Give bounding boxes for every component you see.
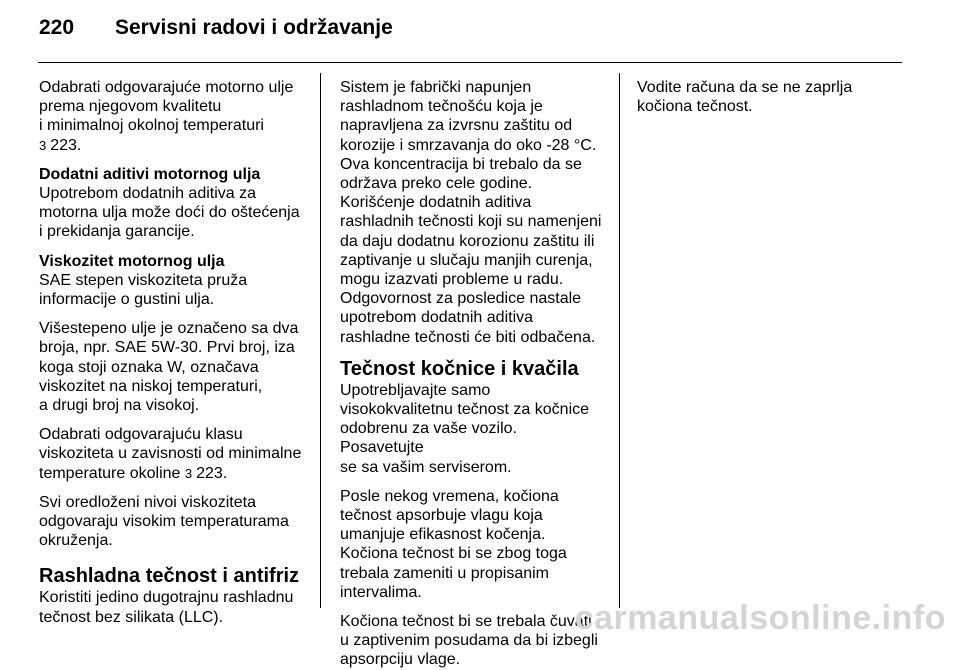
- section-heading-coolant: Rashladna tečnost i antifriz: [39, 565, 300, 588]
- page-number: 220: [39, 16, 75, 39]
- column-divider-1: [320, 73, 321, 608]
- paragraph-brake-fluid-quality: Upotrebljavajte samo visokokvalitetnu tečnost za kočnice odobrenu za vaše vozilo. Posavetujte se sa vašim serviserom.: [340, 381, 590, 476]
- section-heading-brake-fluid: Tečnost kočnice i kvačila: [340, 357, 579, 380]
- page-title: Servisni radovi i održavanje: [115, 16, 393, 39]
- paragraph-viscosity-class: [39, 425, 314, 483]
- paragraph-text: Odabrati odgovarajuće motorno ulje prema njegovom kvalitetu i minimalnoj okolnoj temperaturi: [39, 79, 294, 135]
- column-2: [340, 78, 605, 670]
- watermark: carmanualsonline.info: [574, 599, 946, 637]
- paragraph-brake-fluid-moisture: Posle nekog vremena, kočiona tečnost apsorbuje vlagu koja umanjuje efikasnost kočenja. Kočiona tečnost bi se zbog toga trebala zameniti u propisanim intervalima.: [340, 487, 567, 601]
- paragraph-text: Odabrati odgovarajuću klasu viskoziteta u zavisnosti od minimalne temperature okoline: [39, 426, 302, 482]
- paragraph-multigrade: Višestepeno ulje je označeno sa dva broja, npr. SAE 5W-30. Prvi broj, iza koga stoji oznaka W, označava viskozitet na niskoj temperaturi, a drugi broj na visokoj.: [39, 320, 299, 415]
- page-reference-icon: 3: [39, 137, 47, 153]
- column-1: [39, 78, 314, 627]
- paragraph-viscosity-levels: Svi oredloženi nivoi viskoziteta odgovaraju visokim temperaturama okruženja.: [39, 493, 289, 550]
- header-divider: [38, 62, 902, 63]
- paragraph-sae-grade: SAE stepen viskoziteta pruža informacije o gustini ulja.: [39, 271, 248, 309]
- paragraph-additives: Upotrebom dodatnih aditiva za motorna ulja može doći do oštećenja i prekidanja garancije.: [39, 185, 300, 241]
- column-divider-2: [619, 73, 620, 608]
- paragraph-coolant: Koristiti jedino dugotrajnu rashladnu tečnost bez silikata (LLC).: [39, 589, 294, 626]
- page-reference-icon: 3: [184, 465, 193, 481]
- page-reference-link[interactable]: 223.: [196, 464, 228, 482]
- subheading-additives: Dodatni aditivi motornog ulja: [39, 165, 261, 183]
- paragraph-coolant-details: Sistem je fabrički napunjen rashladnom tečnošću koja je napravljena za izvrsnu zaštitu od korozije i smrzavanja do oko -28 °C. Ova koncentracija bi trebalo da se održava preko cele godine. Korišćenje dodatnih aditiva rashladnih tečnosti koji su namenjeni da daju dodatnu korozionu zaštitu ili zaptivanje u slučaju manjih curenja, mogu izazvati probleme u radu. Odgovornost za posledice nastale upotrebom dodatnih aditiva rashladne tečnosti će biti odbačena.: [340, 79, 602, 346]
- paragraph-brake-fluid-contamination: Vodite računa da se ne zaprlja kočiona tečnost.: [637, 79, 853, 116]
- paragraph-oil-selection: [39, 78, 314, 155]
- subheading-viscosity: Viskozitet motornog ulja: [39, 252, 225, 270]
- page-header: [39, 8, 393, 48]
- page-reference-link[interactable]: 223.: [50, 136, 82, 154]
- column-3: [637, 78, 902, 126]
- paragraph-brake-fluid-storage: Kočiona tečnost bi se trebala čuvati u zaptivenim posudama da bi izbegli apsorpciju vlage.: [340, 613, 598, 669]
